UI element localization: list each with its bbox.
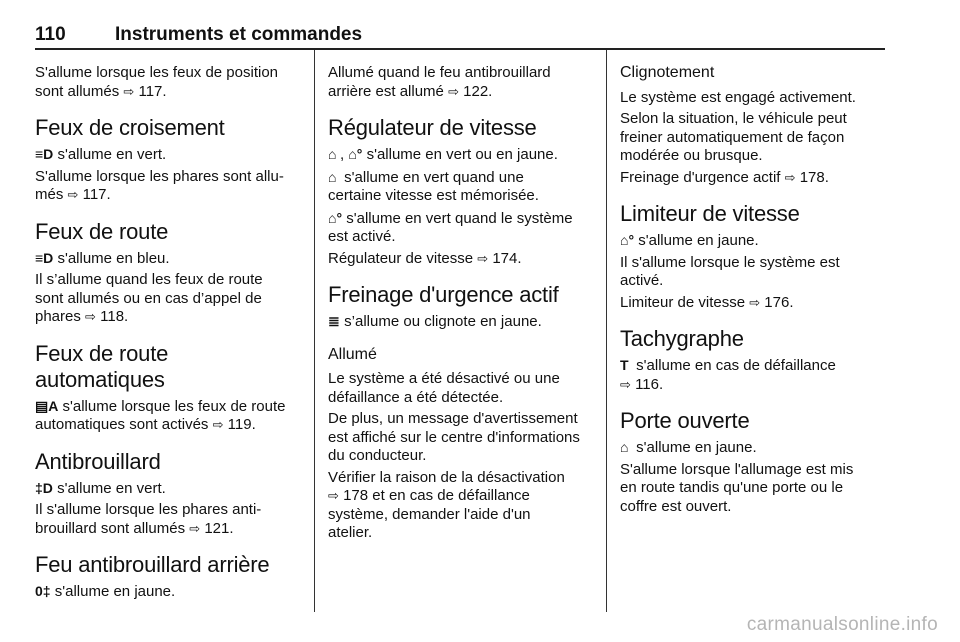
page-ref-arrow-icon: ⇨ [477,250,489,266]
column-divider [606,50,607,612]
section-heading: Limiteur de vitesse [620,201,800,226]
section-heading: Freinage d'urgence actif [328,282,559,307]
header-divider [35,48,885,50]
paragraph: ▤A s'allume lorsque les feux de route automatiques sont activés ⇨ 119. [35,397,286,433]
paragraph: Freinage d'urgence actif ⇨ 178. [620,168,829,186]
paragraph: S'allume lorsque les feux de position sont allumés ⇨ 117. [35,64,279,100]
page-ref-arrow-icon: ⇨ [620,376,631,392]
paragraph: Vérifier la raison de la désactivation ⇨ 178 et en cas de défaillance système, demander l'aide d'un atelier. [328,468,565,541]
page-ref-arrow-icon: ⇨ [67,187,79,202]
paragraph: Allumé quand le feu antibrouillard arrière est allumé ⇨ 122. [328,64,551,100]
paragraph: Limiteur de vitesse ⇨ 176. [620,293,794,311]
paragraph: T s'allume en cas de défaillance ⇨ 116. [620,357,836,393]
paragraph: S'allume lorsque l'allumage est mis en route tandis qu'une porte ou le coffre est ouvert. [620,460,854,515]
paragraph: ⌂° s'allume en jaune. [620,232,759,249]
emergency-braking-icon: ≣ [328,313,340,329]
high-beam-icon: ≡D [35,249,54,266]
paragraph: ⌂ s'allume en vert quand une certaine vitesse est mémorisée. [328,168,539,204]
low-beam-icon: ≡D [35,146,54,162]
page-ref-arrow-icon: ⇨ [328,488,339,503]
page-ref-arrow-icon: ⇨ [749,294,761,310]
paragraph: Il s’allume quand les feux de route sont allumés ou en cas d’appel de phares ⇨ 118. [35,271,263,325]
paragraph: Régulateur de vitesse ⇨ 174. [328,249,522,267]
paragraph: Le système a été désactivé ou une défaillance a été détectée. [328,370,560,406]
cruise-control-icon: ⌂ [328,146,337,162]
rear-fog-light-icon: 0‡ [35,583,51,599]
paragraph: Il s'allume lorsque le système est activé. [620,253,840,289]
section-heading: Antibrouillard [35,448,161,474]
paragraph: ⌂ s'allume en jaune. [620,439,757,456]
column-divider [314,50,315,612]
page-ref-arrow-icon: ⇨ [784,169,796,185]
paragraph: 0‡ s'allume en jaune. [35,583,176,600]
page-ref-arrow-icon: ⇨ [212,417,224,432]
auto-high-beam-icon: ▤A [35,397,59,414]
paragraph: ⌂° s'allume en vert quand le système est activé. [328,209,573,245]
section-heading: Tachygraphe [620,326,744,351]
page-ref-arrow-icon: ⇨ [448,83,459,99]
page-title: Instruments et commandes [115,24,363,45]
paragraph: Selon la situation, le véhicule peut freiner automatiquement de façon modérée ou brusque. [620,110,847,164]
cruise-control-active-icon: ⌂° [328,209,343,226]
page-ref-arrow-icon: ⇨ [189,520,201,536]
section-heading: Régulateur de vitesse [328,115,537,140]
tachograph-icon: T [620,357,629,373]
column-right [620,64,882,519]
paragraph: ≡D s'allume en vert. [35,146,167,163]
paragraph: ≡D s'allume en bleu. [35,249,170,267]
cruise-control-active-icon: ⌂° [348,146,363,162]
cruise-control-icon: ⌂ [328,168,337,185]
page-ref-arrow-icon: ⇨ [85,309,96,324]
watermark: carmanualsonline.info [746,614,938,635]
paragraph: De plus, un message d'avertissement est affiché sur le centre d'informations du conducteur. [328,410,580,464]
section-heading: Feux de route automatiques [35,340,169,392]
subsection-heading: Clignotement [620,64,715,81]
paragraph: Le système est engagé activement. [620,88,856,106]
section-heading: Porte ouverte [620,408,750,433]
section-heading: Feux de croisement [35,115,225,140]
paragraph: Il s'allume lorsque les phares anti- brouillard sont allumés ⇨ 121. [35,501,262,537]
paragraph: ⌂ , ⌂° s'allume en vert ou en jaune. [328,146,558,163]
paragraph: ‡D s'allume en vert. [35,479,166,497]
section-heading: Feu antibrouillard arrière [35,552,270,577]
paragraph: ≣ s’allume ou clignote en jaune. [328,313,542,330]
page-number: 110 [35,24,66,45]
column-left [35,64,301,605]
page-ref-arrow-icon: ⇨ [123,83,135,99]
speed-limiter-icon: ⌂° [620,232,635,248]
section-heading: Feux de route [35,218,169,244]
subsection-heading: Allumé [328,345,377,363]
paragraph: S'allume lorsque les phares sont allu- més ⇨ 117. [35,167,284,203]
fog-light-icon: ‡D [35,479,53,496]
column-middle [328,64,592,546]
page-header [35,24,885,50]
door-open-icon: ⌂ [620,439,629,455]
